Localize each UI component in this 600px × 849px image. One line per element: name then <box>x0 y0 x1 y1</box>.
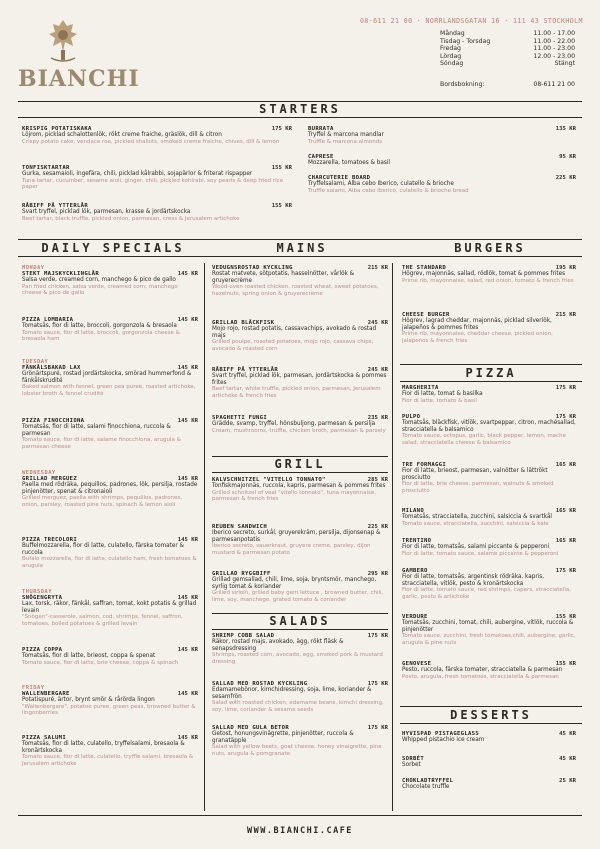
daily-item <box>22 317 198 342</box>
item-name: TONFISKTARTAR <box>22 165 70 171</box>
item-description: Svart tryffel, picklad lök, parmesan, krasse & jordärtskocka <box>22 209 191 215</box>
pizza-item <box>402 568 576 600</box>
item-description: Mojo rojo, rostad potatis, cassavachips, avokado & rostad majs <box>212 326 377 339</box>
item-description-english: Iberico secreto, sauerkraut, gruyere creme, parsley, dijon mustard & parmesan potato <box>212 543 371 556</box>
item-name: MILANO <box>402 508 425 514</box>
item-header <box>212 265 388 271</box>
item-name: PIZZA FINOCCHIONA <box>22 418 85 424</box>
column-divider <box>392 263 393 811</box>
item-price: 175 KR <box>367 681 388 687</box>
item-header <box>212 725 388 731</box>
mains-item <box>212 415 388 434</box>
mains-item <box>212 367 388 399</box>
day-label: TUESDAY <box>22 359 49 365</box>
item-name: KALVSCHNITZEL "VITELLO TONNATO" <box>212 477 326 483</box>
footer-url[interactable]: WWW.BIANCHI.CAFE <box>247 826 353 836</box>
item-name: SPAGHETTI FUNGI <box>212 415 268 421</box>
starters-item <box>22 203 292 222</box>
item-description-english: Shrimps, roasted corn, avocado, egg, smoked pork & mustard dressing <box>212 652 383 665</box>
grill-item <box>212 571 388 603</box>
divider <box>400 381 582 382</box>
item-description: Högrev, majonnäs, sallad, rödlök, tomat & pommes frites <box>402 271 566 277</box>
pizza-item <box>402 538 576 557</box>
section-title-mains: MAINS <box>276 241 328 255</box>
hours-day: Lördag <box>440 52 462 60</box>
item-description-english: Fior di latte, tomato sauce, salame piccante & pepperoni <box>402 550 559 557</box>
item-price: 225 KR <box>555 175 576 181</box>
item-header <box>22 126 292 132</box>
grill-item <box>212 524 388 556</box>
item-price: 175 KR <box>367 725 388 731</box>
starters-item <box>308 154 576 167</box>
desserts-item <box>402 731 576 744</box>
item-description: Salsa verde, creamed corn, manchego & pico de gallo <box>22 277 176 283</box>
item-price: 145 KR <box>177 476 198 482</box>
item-description: Fior di latte, brieost, parmesan, valnötter & lättrökt prosciutto <box>402 468 548 481</box>
contact-line: 08-611 21 00 · NORRLANDSGATAN 16 · 111 43 STOCKHOLM <box>360 17 583 25</box>
item-description: Tomatsås, fior di latte, salami finocchiona, ruccola & parmesan <box>22 424 171 437</box>
daily-item <box>22 265 198 296</box>
section-title-pizza: PIZZA <box>465 366 517 380</box>
item-description-english: Bufalo mozzarella, fior di latte, culatello ham, fresh tomatoes & arugula <box>22 556 197 569</box>
item-header <box>308 126 576 132</box>
item-description-english: Tomato sauce, octopus, garlic, black pepper, lemon, mache salad, stracciatella cheese & balsamico <box>402 433 566 446</box>
item-description: Whipped pistachio ice cream <box>402 737 485 743</box>
item-description: Fior di latte, tomatsås, argentinsk rödräka, kapris, stracciatella, vitlök, pesto & kronärtskocka <box>402 574 545 587</box>
item-description: Edamamebönor, kimchidressing, soja, lime, koriander & sesamfrön <box>212 687 372 700</box>
item-description: Högrev, lagrad cheddar, majonnäs, picklad silverlök, jalapeños & pommes frites <box>402 318 552 331</box>
section-title-desserts: DESSERTS <box>450 708 532 722</box>
item-header <box>308 154 576 160</box>
item-price: 165 KR <box>555 538 576 544</box>
item-description-english: Fior di latte, tomato sauce, red shrimps, capers, stracciatella, garlic, pesto & artichoke <box>402 587 571 600</box>
item-name: PIZZA LOMBARIA <box>22 317 74 323</box>
item-description-english: Tomato sauce, stracciatella, zucchini, salsiccia & kale <box>402 520 549 527</box>
daily-item <box>22 359 198 397</box>
item-header <box>22 537 198 543</box>
hours-row <box>440 60 575 68</box>
pizza-item <box>402 661 576 680</box>
item-description: Tryffel & marcona mandlar <box>308 132 384 138</box>
item-description-english: Prime rib, mayonnaise, salad, red onion, tomato & french fries <box>402 277 574 284</box>
item-price: 145 KR <box>177 365 198 371</box>
desserts-item <box>402 756 576 769</box>
day-label: MONDAY <box>22 265 45 271</box>
item-description-english: Tuna tartar, cucumber, sesame aioli, ginger, chili, pickled kohlrabi, soy pearls & deep fried rice paper <box>22 177 284 190</box>
item-header <box>212 415 388 421</box>
item-description: Lax, torsk, räkor, fänkål, saffran, tomat, kokt potatis & grillad levain <box>22 601 197 614</box>
item-price: 95 KR <box>559 154 576 160</box>
hours-time: 12.00 - 23.00 <box>533 52 575 60</box>
item-name: SHRIMP COBB SALAD <box>212 633 275 639</box>
item-price: 145 KR <box>177 537 198 543</box>
item-header <box>402 778 576 784</box>
item-price: 215 KR <box>367 265 388 271</box>
item-description: Buffelmozzarella, fior di latte, culatello, färska tomater & ruccola <box>22 543 184 556</box>
divider <box>400 706 582 707</box>
item-price: 225 KR <box>367 524 388 530</box>
item-header <box>212 571 388 577</box>
item-description-english: Grilled sirloin, grilled baby gem lettuce , browned butter, chili, lime, soy, manchego, grated tomato & coriander <box>212 590 384 603</box>
item-description: Tomatsås, bläckfisk, vitlök, svartpeppar, citron, machésallad, stracciatella & balsamico <box>402 420 576 433</box>
item-description-english: Baked salmon with fennel, green pea puree, roasted artichoke, lobster broth & fennel crudité <box>22 384 196 397</box>
divider <box>18 815 582 816</box>
divider <box>400 723 582 724</box>
item-description: Tomatsås, fior di latte, broccoli, gorgonzola & bresaola <box>22 323 177 329</box>
item-description: Grädde, svamp, tryffel, hönsbuljong, parmesan & persilja <box>212 421 376 427</box>
pizza-item <box>402 508 576 527</box>
item-description: Rostat matvete, sötpotatis, hasselnötter, vårlök & gruyerecrème <box>212 271 355 284</box>
item-price: 175 KR <box>555 414 576 420</box>
item-price: 145 KR <box>177 271 198 277</box>
item-description: Fior di latte, tomat & basilka <box>402 391 483 397</box>
item-description: Tomatsås, fior di latte, culatello, tryffelsalami, bresaola & kronärtskocka <box>22 741 185 754</box>
day-label: WEDNESDAY <box>22 470 56 476</box>
day-label: THURSDAY <box>22 589 52 595</box>
section-title-grill: GRILL <box>274 457 326 471</box>
item-description: Gurka, sesamaioli, ingefära, chili, picklad kålrabbi, sojapärlor & friterat rispapper <box>22 171 253 177</box>
item-description: Mozzarella, tomatoes & basil <box>308 160 390 166</box>
item-header <box>212 681 388 687</box>
salads-item <box>212 633 388 665</box>
item-price: 175 KR <box>555 568 576 574</box>
item-price: 195 KR <box>555 265 576 271</box>
item-header <box>402 568 576 574</box>
item-header <box>402 614 576 620</box>
booking-label: Bordsbokning: <box>440 81 485 88</box>
day-label: FRIDAY <box>22 685 45 691</box>
item-description: Pesto, ruccola, färska tomater, stracciatella & parmesan <box>402 667 563 673</box>
daily-item <box>22 418 198 450</box>
item-price: 45 KR <box>559 756 576 762</box>
divider <box>18 117 582 118</box>
desserts-item <box>402 778 576 791</box>
item-description-english: Truffle salami, Alba cebo Iberico, culatello & brioche bread <box>308 187 469 194</box>
item-name: VERDURE <box>402 614 428 620</box>
item-header <box>22 203 292 209</box>
item-price: 155 KR <box>271 165 292 171</box>
item-header <box>402 731 576 737</box>
hours-time: Stängt <box>554 60 575 68</box>
item-name: REUBEN SANDWICH <box>212 524 268 530</box>
item-price: 175 KR <box>555 385 576 391</box>
hours-day: Fredag <box>440 45 461 53</box>
item-name: PIZZA SALUMI <box>22 735 67 741</box>
item-price: 145 KR <box>177 691 198 697</box>
item-name: PULPO <box>402 414 421 420</box>
item-description-english: Fior di latte, brie cheese, parmesan, walnuts & smoked prosciutto <box>402 481 554 494</box>
item-price: 45 KR <box>559 731 576 737</box>
hours-day: Tisdag - Torsdag <box>440 37 491 45</box>
daily-item <box>22 685 198 716</box>
item-price: 145 KR <box>177 418 198 424</box>
section-title-salads: SALADS <box>269 614 331 628</box>
divider <box>18 239 582 240</box>
item-price: 235 KR <box>367 415 388 421</box>
item-header <box>402 414 576 420</box>
item-name: SORBÉT <box>402 756 425 762</box>
item-header <box>308 175 576 181</box>
item-price: 285 KR <box>367 477 388 483</box>
hours-day: Måndag <box>440 30 465 37</box>
item-name: PIZZA COPPA <box>22 647 63 653</box>
hours-time: 11.00 - 22.00 <box>533 37 575 45</box>
item-header <box>22 691 198 697</box>
item-header <box>22 165 292 171</box>
logo <box>18 18 140 92</box>
item-description-english: Grilled schnitzel of veal "vitello tonnato", tuna mayonnaise, parmesan & french fries <box>212 489 377 502</box>
hours-day: Söndag <box>440 60 464 68</box>
item-description: Sorbet <box>402 762 421 768</box>
hours-row <box>440 30 575 38</box>
item-header <box>22 735 198 741</box>
item-price: 25 KR <box>559 778 576 784</box>
item-header <box>212 477 388 483</box>
item-name: CHEESE BURGER <box>402 312 450 318</box>
item-description: Paella med rödräka, pequillos, padrones, lök, persilja, rostade pinjenötter, spenat & citronaioli <box>22 482 198 495</box>
daily-item <box>22 470 198 508</box>
item-header <box>212 320 388 326</box>
item-description: Tryffelsalami, Alba cebo Iberico, culatello & brioche <box>308 181 454 187</box>
item-name: GRILLAD RYGGBIFF <box>212 571 271 577</box>
burgers-item <box>402 265 576 284</box>
item-description-english: Pesto, arugula, fresh tomatoes, stracciatella & parmesan <box>402 673 559 680</box>
mains-item <box>212 265 388 297</box>
item-description-english: Tomato sauce, fior di latte, salame finocchiona, arugula & parmesan cheese <box>22 437 181 450</box>
item-name: TRE FORMAGGI <box>402 462 447 468</box>
item-description-english: Grilled poulpe, roasted potatoes, mojo rojo, cassava chips, avocado & roasted corn <box>212 339 374 352</box>
daily-item <box>22 537 198 569</box>
grill-item <box>212 477 388 502</box>
item-name: RÅBIFF PÅ YTTERLÅR <box>22 203 89 209</box>
item-name: HYVISPAD PISTAGEGLASS <box>402 731 480 737</box>
daily-item <box>22 735 198 767</box>
item-header <box>402 756 576 762</box>
item-name: STEKT MAJSKYCKLINGLÅR <box>22 271 100 277</box>
item-price: 165 KR <box>555 508 576 514</box>
item-header <box>402 538 576 544</box>
pizza-item <box>402 614 576 646</box>
salads-item <box>212 725 388 757</box>
starters-item <box>308 175 576 194</box>
item-name: BURRATA <box>308 126 334 132</box>
item-description-english: Prime rib, mayonnaise, cheddar cheese, pickled onion, jalapeños & french fries <box>402 331 553 344</box>
item-header <box>22 595 198 601</box>
item-description: Grönärtspuré, rostad jordärtskocka, smörad hummerfond & fänkålskrudité <box>22 371 192 384</box>
item-description: Löjrom, picklad schalottenlök, rökt creme fraiche, gräslök, dill & citron <box>22 132 222 138</box>
item-description: Svart tryffel, picklad lök, parmesan, jordärtskocka & pommes frites <box>212 373 387 386</box>
item-description-english: Grilled merguez, paella with shrimps, pequillos, padrones, onion, parsley, roasted pine nuts, spinach & lemon aioli <box>22 495 183 508</box>
hours-row <box>440 38 575 46</box>
item-price: 175 KR <box>367 633 388 639</box>
item-description-english: Pan fried chicken, salsa verde, creamed corn, manchego cheese & pico de gallo <box>22 283 178 296</box>
item-description-english: Beef tartar, white truffle, pickled onion, parmesan, Jerusalem artichoke & french fries <box>212 386 381 399</box>
item-description: Räkor, rostad majs, avokado, ägg, rökt fläsk & senapsdressing <box>212 639 344 652</box>
item-description-english: "Snögen"-casserole, salmon, cod, shrimps, fennel, saffron, tomatoes, boiled potatoes & grilled levain <box>22 614 183 627</box>
item-price: 295 KR <box>367 571 388 577</box>
hours-time: 11.00 - 23.00 <box>533 45 575 53</box>
item-price: 155 KR <box>555 614 576 620</box>
salads-item <box>212 681 388 713</box>
starters-item <box>308 126 576 145</box>
item-header <box>212 524 388 530</box>
item-description: Iberico secreto, surkål, gruyerekräm, persilja, dijonsenap & parmesanpotatis <box>212 530 381 543</box>
hours-row <box>440 53 575 61</box>
item-name: SALLAD MED GULA BETOR <box>212 725 290 731</box>
item-description: Fior di latte, tomatsås, salami piccante & pepperoni <box>402 544 550 550</box>
item-name: CHOKLADTRYFFEL <box>402 778 454 784</box>
item-header <box>22 365 198 371</box>
item-name: PIZZA TRECOLORI <box>22 537 78 543</box>
mains-item <box>212 320 388 352</box>
item-description-english: Crispy potato cake, vendace roe, pickled shallots, smoked creme fraiche, chives, dill & lemon <box>22 138 280 145</box>
brand-name: BIANCHI <box>18 66 140 92</box>
item-name: SALLAD MED ROSTAD KYCKLING <box>212 681 308 687</box>
item-name: SNÖGENGRYTA <box>22 595 63 601</box>
item-header <box>402 385 576 391</box>
item-name: GAMBERO <box>402 568 428 574</box>
item-header <box>402 661 576 667</box>
item-header <box>22 418 198 424</box>
item-name: KRISPIG POTATISKAKA <box>22 126 92 132</box>
section-title-burgers: BURGERS <box>454 241 526 255</box>
item-description-english: Tomato sauce, fior di latte, brie cheese, coppa & spinach <box>22 659 179 666</box>
item-description-english: Fior di latte, tomato & basil <box>402 397 477 404</box>
item-header <box>212 367 388 373</box>
item-header <box>402 265 576 271</box>
pizza-item <box>402 462 576 494</box>
item-description-english: Tomato sauce, fior di latte, culatello, tryffle salami, bresaola & Jerusalem artichoke <box>22 754 194 767</box>
burgers-item <box>402 312 576 344</box>
item-price: 245 KR <box>367 320 388 326</box>
divider <box>18 256 582 257</box>
item-description-english: Tomato sauce, zucchini, fresh tomatoes,chili, aubergine, garlic, arugula & pine nuts <box>402 633 576 646</box>
section-title-daily-specials: DAILY SPECIALS <box>41 241 185 255</box>
item-description: Grillad gemsallad, chili, lime, soja, bryntsmör, manchego, syrlig tomat & koriander <box>212 577 377 590</box>
crest-icon <box>43 18 83 64</box>
item-description-english: Cream, mushrooms, truffle, chicken broth, parmesan & parsely <box>212 427 386 434</box>
item-header <box>402 508 576 514</box>
item-name: CHARCUTERIE BOARD <box>308 175 371 181</box>
item-name: RÅBIFF PÅ YTTERLÅR <box>212 367 279 373</box>
item-description-english: Salad with yellow beets, goat cheese, honey vinaigrette, pine nuts, arugula & pomgranate <box>212 744 382 757</box>
divider <box>212 629 388 630</box>
item-name: CAPRESE <box>308 154 334 160</box>
section-title-starters: STARTERS <box>259 102 341 116</box>
item-header <box>22 317 198 323</box>
item-name: GRILLAD BLÄCKFISK <box>212 320 275 326</box>
item-name: TRENTINO <box>402 538 432 544</box>
booking-phone[interactable]: 08-611 21 00 <box>533 81 575 88</box>
item-price: 175 KR <box>271 126 292 132</box>
item-name: MARGHERITA <box>402 385 439 391</box>
item-name: GRILLAD MERGUEZ <box>22 476 78 482</box>
item-description: Tomatsås, fior di latte, brieost, coppa & spenat <box>22 653 156 659</box>
item-price: 135 KR <box>555 126 576 132</box>
item-price: 165 KR <box>555 462 576 468</box>
daily-item <box>22 589 198 627</box>
item-name: THE STANDARD <box>402 265 447 271</box>
item-name: GENOVESE <box>402 661 432 667</box>
item-description: Tomatsås, stracciatella, zucchini, salsiccia & svartkål <box>402 514 553 520</box>
item-description-english: Tomato sauce, fior di latte, broccoli, gorgonzola cheese & bresaola ham <box>22 329 180 342</box>
item-header <box>22 476 198 482</box>
pizza-item <box>402 414 576 446</box>
divider <box>400 364 582 365</box>
item-price: 245 KR <box>367 367 388 373</box>
item-description: Getost, honungsvinägrette, pinjenötter, ruccola & granatäpple <box>212 731 354 744</box>
item-header <box>402 462 576 468</box>
daily-item <box>22 647 198 666</box>
item-description: Chocolate truffle <box>402 784 450 790</box>
item-price: 145 KR <box>177 735 198 741</box>
column-divider <box>204 263 205 811</box>
item-header <box>22 271 198 277</box>
item-description: Tomatsås, zucchini, tomat, chili, aubergine, vitlök, ruccola & pinjenötter <box>402 620 574 633</box>
item-description: Potatispuré, ärtor, brynt smör & rårörda lingon <box>22 697 155 703</box>
item-description: Tonfiskmajonnäs, ruccola, kapris, parmesan & pommes frites <box>212 483 386 489</box>
hours-row <box>440 45 575 53</box>
item-price: 145 KR <box>177 317 198 323</box>
item-price: 155 KR <box>271 203 292 209</box>
item-description-english: Truffle & marcona almonds <box>308 138 383 145</box>
item-description-english: "Wallenbergare", potatoe puree, green peas, browned butter & lingonberries <box>22 703 196 716</box>
divider <box>212 472 388 473</box>
pizza-item <box>402 385 576 404</box>
item-price: 145 KR <box>177 595 198 601</box>
item-price: 145 KR <box>177 647 198 653</box>
starters-item <box>22 165 292 190</box>
item-name: WALLENBERGARE <box>22 691 70 697</box>
item-header <box>402 312 576 318</box>
item-description-english: Beef tartar, black truffle, pickled onion, parmesan, cress & Jerusalem artichoke <box>22 215 240 222</box>
item-name: FÄNKÅLSBAKAD LAX <box>22 365 81 371</box>
item-description-english: Salad with roasted chicken, edamame beans, kimchi dressing, soy, lime, coriander & sesame seeds <box>212 700 384 713</box>
item-header <box>22 647 198 653</box>
booking <box>440 81 575 88</box>
item-name: VEDUGNSROSTAD KYCKLING <box>212 265 293 271</box>
item-price: 155 KR <box>555 661 576 667</box>
item-description-english: Wood-oven roasted chicken, roasted wheat, sweet potatoes, hazelnuts, spring onion & gruyerecrème <box>212 284 379 297</box>
item-header <box>212 633 388 639</box>
hours-time: 11.00 - 17.00 <box>533 30 575 37</box>
opening-hours <box>440 30 575 68</box>
starters-item <box>22 126 292 145</box>
item-price: 215 KR <box>555 312 576 318</box>
